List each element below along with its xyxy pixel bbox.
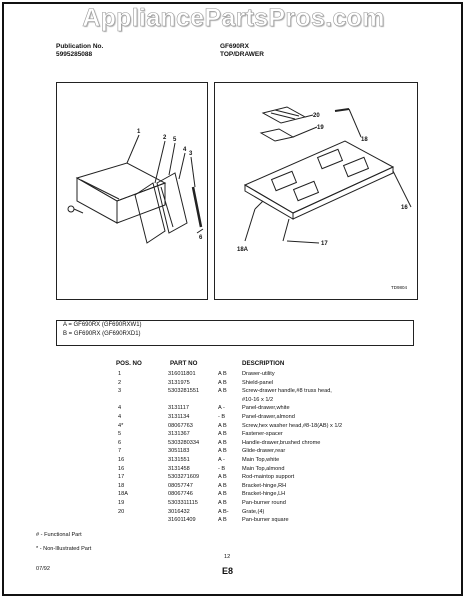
cell-part: 5303281551: [168, 388, 200, 395]
table-row: [56, 490, 416, 498]
watermark: AppliancePartsPros.com: [82, 4, 385, 32]
footer-code: E8: [222, 566, 234, 576]
cell-pos: 18: [118, 482, 125, 489]
table-row: [56, 508, 416, 516]
cell-codes: A B: [218, 448, 227, 455]
callout-3: 3: [189, 151, 193, 157]
callout-5: 5: [173, 137, 177, 143]
cell-pos: 1: [118, 371, 122, 377]
table-row: [56, 413, 416, 421]
cell-codes: A B: [218, 422, 227, 429]
header-pos: POS. NO: [116, 360, 142, 367]
cell-codes: A B-: [218, 508, 229, 515]
callout-1: 1: [137, 129, 141, 135]
cell-part: 3016432: [168, 508, 190, 515]
table-row: [56, 370, 416, 378]
callout-4: 4: [183, 147, 187, 153]
publication-label: Publication No.: [56, 43, 104, 50]
drawer-diagram-panel: [56, 82, 208, 300]
callout-16: 16: [401, 205, 408, 211]
cell-desc: Screw-drawer handle,#8 truss head,: [242, 388, 332, 395]
diagram-ref-code: TD9804: [391, 285, 408, 290]
footnote-functional: # - Functional Part: [36, 532, 82, 538]
cell-pos: 16: [118, 465, 125, 472]
header-desc: DESCRIPTION: [242, 360, 285, 367]
cell-part: 5303280334: [168, 439, 200, 446]
cell-codes: A B: [218, 491, 227, 498]
cell-part: 3131367: [168, 431, 190, 438]
table-row: [56, 516, 416, 524]
callout-18a: 18A: [237, 247, 249, 253]
cell-codes: A -: [218, 457, 225, 463]
cell-pos: 17: [118, 474, 125, 481]
callout-20: 20: [313, 113, 320, 119]
drawer-exploded-view: [57, 83, 207, 299]
cell-part: 08057747: [168, 482, 193, 489]
table-row: [56, 422, 416, 430]
cell-pos: 3: [118, 388, 122, 395]
callout-17: 17: [321, 241, 328, 247]
callout-6: 6: [199, 235, 203, 241]
cell-desc: Glide-drawer,rear: [242, 448, 286, 455]
cell-desc: Panel-drawer,white: [242, 405, 290, 412]
cell-desc: Pan-burner square: [242, 517, 289, 524]
table-row: [56, 473, 416, 481]
cell-pos: 20: [118, 508, 125, 515]
cell-desc: Bracket-hinge,LH: [242, 491, 286, 498]
cell-codes: - B: [218, 465, 226, 472]
cell-pos: 5: [118, 431, 122, 438]
cell-part: 3131551: [168, 457, 190, 463]
cell-desc: Main Top,white: [242, 457, 280, 463]
table-row: [56, 456, 416, 464]
table-row: [56, 499, 416, 507]
table-row: [56, 465, 416, 473]
footer-page: 12: [224, 554, 231, 560]
cell-codes: A B: [218, 431, 227, 438]
cell-desc: Panel-drawer,almond: [242, 414, 295, 420]
cell-part: 316011801: [168, 371, 196, 377]
model-legend: [56, 320, 414, 346]
cell-part: 3131458: [168, 465, 190, 472]
footer-date: 07/92: [36, 566, 50, 572]
table-row: [56, 439, 416, 447]
cooktop-exploded-view: [215, 83, 417, 299]
footnote-non-illustrated: * - Non-Illustrated Part: [36, 546, 92, 552]
cell-desc: Rod-maintop support: [242, 474, 295, 481]
cell-part: 316011409: [168, 517, 196, 524]
table-row: [56, 404, 416, 412]
cell-codes: A B: [218, 371, 227, 377]
cell-part: 3131975: [168, 379, 190, 386]
table-row: [56, 387, 416, 395]
cell-part: 3131117: [168, 405, 189, 412]
model-number: GF690RX: [220, 43, 249, 50]
cell-codes: A B: [218, 379, 227, 386]
cell-pos: 2: [118, 379, 122, 386]
cell-codes: - B: [218, 414, 226, 420]
cell-desc: Fastener-spacer: [242, 431, 283, 438]
publication-number: 5995285088: [56, 51, 93, 58]
cell-codes: A B: [218, 500, 227, 506]
cell-codes: A B: [218, 388, 227, 395]
cell-part: 5303271609: [168, 474, 200, 481]
section-title: TOP/DRAWER: [220, 51, 264, 58]
table-row: [56, 447, 416, 455]
cell-part: 08067763: [168, 422, 193, 429]
table-row: [56, 430, 416, 438]
cell-part: 3051183: [168, 448, 190, 455]
cell-codes: A B: [218, 439, 227, 446]
cell-codes: A B: [218, 474, 227, 481]
cell-desc: Handle-drawer,brushed chrome: [242, 439, 321, 446]
cell-desc: Drawer-utility: [242, 371, 275, 377]
cell-desc: Bracket-hinge,RH: [242, 482, 287, 489]
cell-part: 3131134: [168, 414, 190, 420]
header-part: PART NO: [170, 360, 198, 367]
callout-2: 2: [163, 135, 167, 141]
cooktop-diagram-panel: [214, 82, 418, 300]
cell-pos: 19: [118, 500, 125, 506]
cell-desc: Shield-panel: [242, 379, 274, 386]
legend-b: B = GF690RX (GF690RXD1): [63, 331, 141, 337]
cell-desc: Pan-burner round: [242, 500, 286, 506]
cell-pos: 6: [118, 439, 122, 446]
cell-desc: Screw,hex washer head,#8-18(AB) x 1/2: [242, 422, 343, 429]
cell-pos: 4: [118, 414, 122, 420]
table-row: [56, 482, 416, 490]
cell-pos: 7: [118, 448, 122, 455]
cell-pos: 18A: [118, 491, 128, 498]
legend-a: A = GF690RX (GF690RXW1): [63, 322, 142, 328]
table-row: [56, 396, 416, 404]
cell-desc: #10-16 x 1/2: [242, 396, 274, 403]
cell-pos: 4*: [118, 422, 124, 429]
cell-part: 5303311115: [168, 500, 198, 506]
table-row: [56, 379, 416, 387]
cell-desc: Grate,(4): [242, 508, 265, 515]
cell-pos: 16: [118, 457, 125, 463]
cell-codes: A B: [218, 517, 227, 524]
cell-codes: A -: [218, 405, 225, 412]
cell-codes: A B: [218, 482, 227, 489]
cell-part: 08067746: [168, 491, 193, 498]
callout-18: 18: [361, 137, 368, 143]
cell-pos: 4: [118, 405, 122, 412]
cell-desc: Main Top,almond: [242, 465, 285, 472]
callout-19: 19: [317, 125, 324, 131]
